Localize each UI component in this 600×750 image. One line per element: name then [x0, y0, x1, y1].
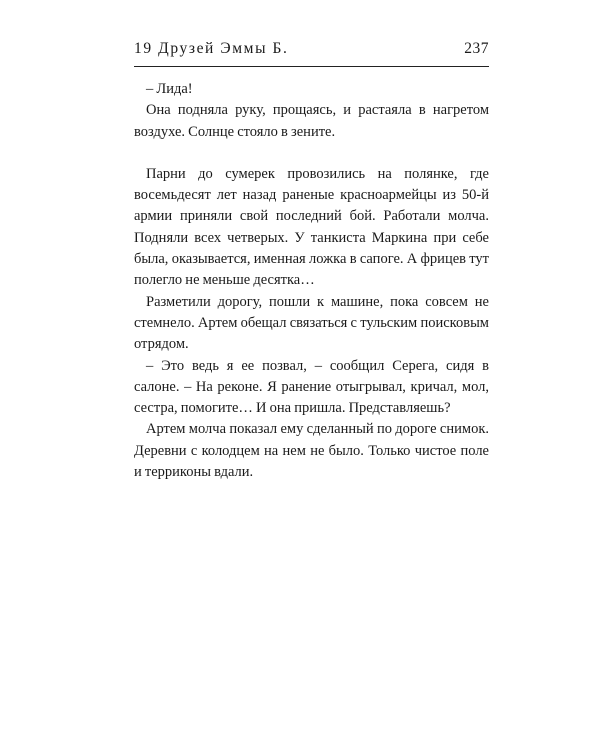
- paragraph: – Лида!: [146, 81, 193, 97]
- paragraph: Разметили дорогу, пошли к машине, пока совсем не стемнело. Артем обещал связаться с тульским поисковым отрядом.: [134, 293, 489, 353]
- paragraph: Она подняла руку, прощаясь, и растаяла в нагретом воздухе. Солнце стояло в зените.: [134, 102, 489, 140]
- paragraph: Артем молча показал ему сделанный по дороге снимок. Деревни с колодцем на нем не было. Только чистое поле и терриконы вдали.: [134, 421, 489, 481]
- running-header: [134, 40, 489, 67]
- chapter-title: 19 Друзей Эммы Б.: [134, 40, 289, 57]
- paragraph: – Это ведь я ее позвал, – сообщил Серега, сидя в салоне. – На реконе. Я ранение отыгрывал, кричал, мол, сестра, помогите… И она пришла. Представляешь?: [134, 357, 489, 417]
- page-number: 237: [464, 40, 489, 57]
- paragraph: Парни до сумерек провозились на полянке, где восемьдесят лет назад раненые красноармейцы из 50-й армии приняли свой последний бой. Работали молча. Подняли всех четверых. У танкиста Маркина при себе была, оказывается, именная ложка в сапоге. А фрицев тут полегло не меньше десятка…: [134, 165, 489, 289]
- body-text: [134, 79, 489, 483]
